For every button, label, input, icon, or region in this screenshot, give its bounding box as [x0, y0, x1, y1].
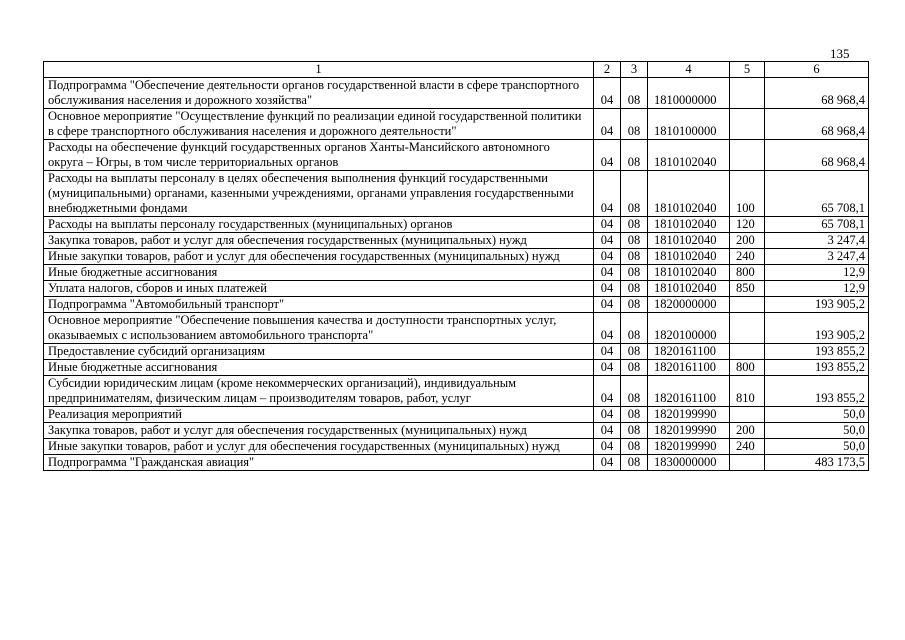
section-code: 04: [594, 171, 621, 217]
table-row: [44, 455, 869, 471]
section-code: 04: [594, 360, 621, 376]
subsection-code: 08: [621, 140, 648, 171]
table-row: [44, 217, 869, 233]
column-header: 3: [621, 62, 648, 78]
table-row: [44, 249, 869, 265]
target-article-code: 1820161100: [648, 376, 730, 407]
row-description: Расходы на обеспечение функций государственных органов Ханты-Мансийского автономного округа – Югры, в том числе территориальных органов: [44, 140, 594, 171]
target-article-code: 1810000000: [648, 78, 730, 109]
row-description: Закупка товаров, работ и услуг для обеспечения государственных (муниципальных) нужд: [44, 423, 594, 439]
column-header: 5: [730, 62, 765, 78]
row-description: Закупка товаров, работ и услуг для обеспечения государственных (муниципальных) нужд: [44, 233, 594, 249]
table-row: [44, 423, 869, 439]
section-code: 04: [594, 281, 621, 297]
amount: 3 247,4: [765, 233, 869, 249]
row-description: Подпрограмма "Обеспечение деятельности органов государственной власти в сфере транспортного обслуживания населения и дорожного хозяйства": [44, 78, 594, 109]
expense-type-code: 240: [730, 249, 765, 265]
column-header: 6: [765, 62, 869, 78]
subsection-code: 08: [621, 78, 648, 109]
expense-type-code: [730, 140, 765, 171]
table-row: [44, 78, 869, 109]
target-article-code: 1820161100: [648, 344, 730, 360]
expense-type-code: [730, 344, 765, 360]
amount: 193 855,2: [765, 344, 869, 360]
section-code: 04: [594, 140, 621, 171]
table-row: [44, 171, 869, 217]
row-description: Иные закупки товаров, работ и услуг для обеспечения государственных (муниципальных) нужд: [44, 439, 594, 455]
subsection-code: 08: [621, 313, 648, 344]
amount: 193 905,2: [765, 297, 869, 313]
table-row: [44, 360, 869, 376]
row-description: Основное мероприятие "Обеспечение повышения качества и доступности транспортных услуг, оказываемых с использованием автомобильного транспорта": [44, 313, 594, 344]
target-article-code: 1820199990: [648, 407, 730, 423]
amount: 483 173,5: [765, 455, 869, 471]
target-article-code: 1820199990: [648, 423, 730, 439]
amount: 50,0: [765, 423, 869, 439]
row-description: Основное мероприятие "Осуществление функций по реализации единой государственной политики в сфере транспортного обслуживания населения и дорожного деятельности": [44, 109, 594, 140]
page-number: 135: [830, 46, 850, 61]
target-article-code: 1810102040: [648, 233, 730, 249]
expense-type-code: [730, 407, 765, 423]
column-header: 4: [648, 62, 730, 78]
table-row: [44, 140, 869, 171]
expense-type-code: [730, 455, 765, 471]
subsection-code: 08: [621, 423, 648, 439]
subsection-code: 08: [621, 360, 648, 376]
subsection-code: 08: [621, 376, 648, 407]
section-code: 04: [594, 249, 621, 265]
section-code: 04: [594, 313, 621, 344]
section-code: 04: [594, 423, 621, 439]
expense-type-code: 810: [730, 376, 765, 407]
subsection-code: 08: [621, 217, 648, 233]
table-header: [44, 62, 869, 78]
table-body: [44, 78, 869, 471]
expense-type-code: 240: [730, 439, 765, 455]
subsection-code: 08: [621, 297, 648, 313]
section-code: 04: [594, 297, 621, 313]
expense-type-code: 100: [730, 171, 765, 217]
subsection-code: 08: [621, 407, 648, 423]
amount: 68 968,4: [765, 78, 869, 109]
amount: 193 905,2: [765, 313, 869, 344]
target-article-code: 1820161100: [648, 360, 730, 376]
section-code: 04: [594, 407, 621, 423]
expense-type-code: [730, 313, 765, 344]
column-header: 2: [594, 62, 621, 78]
target-article-code: 1810102040: [648, 140, 730, 171]
subsection-code: 08: [621, 171, 648, 217]
subsection-code: 08: [621, 281, 648, 297]
expense-type-code: 800: [730, 265, 765, 281]
target-article-code: 1820199990: [648, 439, 730, 455]
row-description: Расходы на выплаты персоналу государственных (муниципальных) органов: [44, 217, 594, 233]
row-description: Расходы на выплаты персоналу в целях обеспечения выполнения функций государственными (муниципальными) органами, казенными учреждениями, органами управления государственными внебюджетными фондами: [44, 171, 594, 217]
row-description: Подпрограмма "Автомобильный транспорт": [44, 297, 594, 313]
row-description: Реализация мероприятий: [44, 407, 594, 423]
section-code: 04: [594, 376, 621, 407]
row-description: Субсидии юридическим лицам (кроме некоммерческих организаций), индивидуальным предпринимателям, физическим лицам – производителям товаров, работ, услуг: [44, 376, 594, 407]
table-row: [44, 407, 869, 423]
header-row: [44, 62, 869, 78]
table-row: [44, 265, 869, 281]
amount: 65 708,1: [765, 217, 869, 233]
amount: 68 968,4: [765, 140, 869, 171]
table-row: [44, 376, 869, 407]
section-code: 04: [594, 109, 621, 140]
table-row: [44, 439, 869, 455]
subsection-code: 08: [621, 249, 648, 265]
target-article-code: 1810100000: [648, 109, 730, 140]
row-description: Иные бюджетные ассигнования: [44, 265, 594, 281]
amount: 12,9: [765, 265, 869, 281]
section-code: 04: [594, 78, 621, 109]
expense-type-code: 200: [730, 233, 765, 249]
expense-type-code: 800: [730, 360, 765, 376]
target-article-code: 1810102040: [648, 171, 730, 217]
table-row: [44, 344, 869, 360]
row-description: Иные бюджетные ассигнования: [44, 360, 594, 376]
expense-type-code: 200: [730, 423, 765, 439]
section-code: 04: [594, 344, 621, 360]
subsection-code: 08: [621, 344, 648, 360]
subsection-code: 08: [621, 439, 648, 455]
target-article-code: 1810102040: [648, 217, 730, 233]
target-article-code: 1810102040: [648, 265, 730, 281]
target-article-code: 1810102040: [648, 281, 730, 297]
row-description: Уплата налогов, сборов и иных платежей: [44, 281, 594, 297]
amount: 3 247,4: [765, 249, 869, 265]
expense-type-code: 120: [730, 217, 765, 233]
amount: 50,0: [765, 407, 869, 423]
table-row: [44, 297, 869, 313]
table-row: [44, 233, 869, 249]
target-article-code: 1820100000: [648, 313, 730, 344]
expense-type-code: 850: [730, 281, 765, 297]
subsection-code: 08: [621, 265, 648, 281]
subsection-code: 08: [621, 233, 648, 249]
amount: 68 968,4: [765, 109, 869, 140]
budget-table: [43, 61, 869, 471]
expense-type-code: [730, 297, 765, 313]
row-description: Предоставление субсидий организациям: [44, 344, 594, 360]
target-article-code: 1830000000: [648, 455, 730, 471]
amount: 12,9: [765, 281, 869, 297]
table-row: [44, 109, 869, 140]
expense-type-code: [730, 109, 765, 140]
amount: 65 708,1: [765, 171, 869, 217]
row-description: Подпрограмма "Гражданская авиация": [44, 455, 594, 471]
target-article-code: 1810102040: [648, 249, 730, 265]
amount: 193 855,2: [765, 360, 869, 376]
amount: 193 855,2: [765, 376, 869, 407]
target-article-code: 1820000000: [648, 297, 730, 313]
table-row: [44, 313, 869, 344]
section-code: 04: [594, 217, 621, 233]
row-description: Иные закупки товаров, работ и услуг для обеспечения государственных (муниципальных) нужд: [44, 249, 594, 265]
section-code: 04: [594, 439, 621, 455]
subsection-code: 08: [621, 455, 648, 471]
expense-type-code: [730, 78, 765, 109]
column-header: 1: [44, 62, 594, 78]
subsection-code: 08: [621, 109, 648, 140]
section-code: 04: [594, 233, 621, 249]
section-code: 04: [594, 455, 621, 471]
section-code: 04: [594, 265, 621, 281]
amount: 50,0: [765, 439, 869, 455]
table-row: [44, 281, 869, 297]
